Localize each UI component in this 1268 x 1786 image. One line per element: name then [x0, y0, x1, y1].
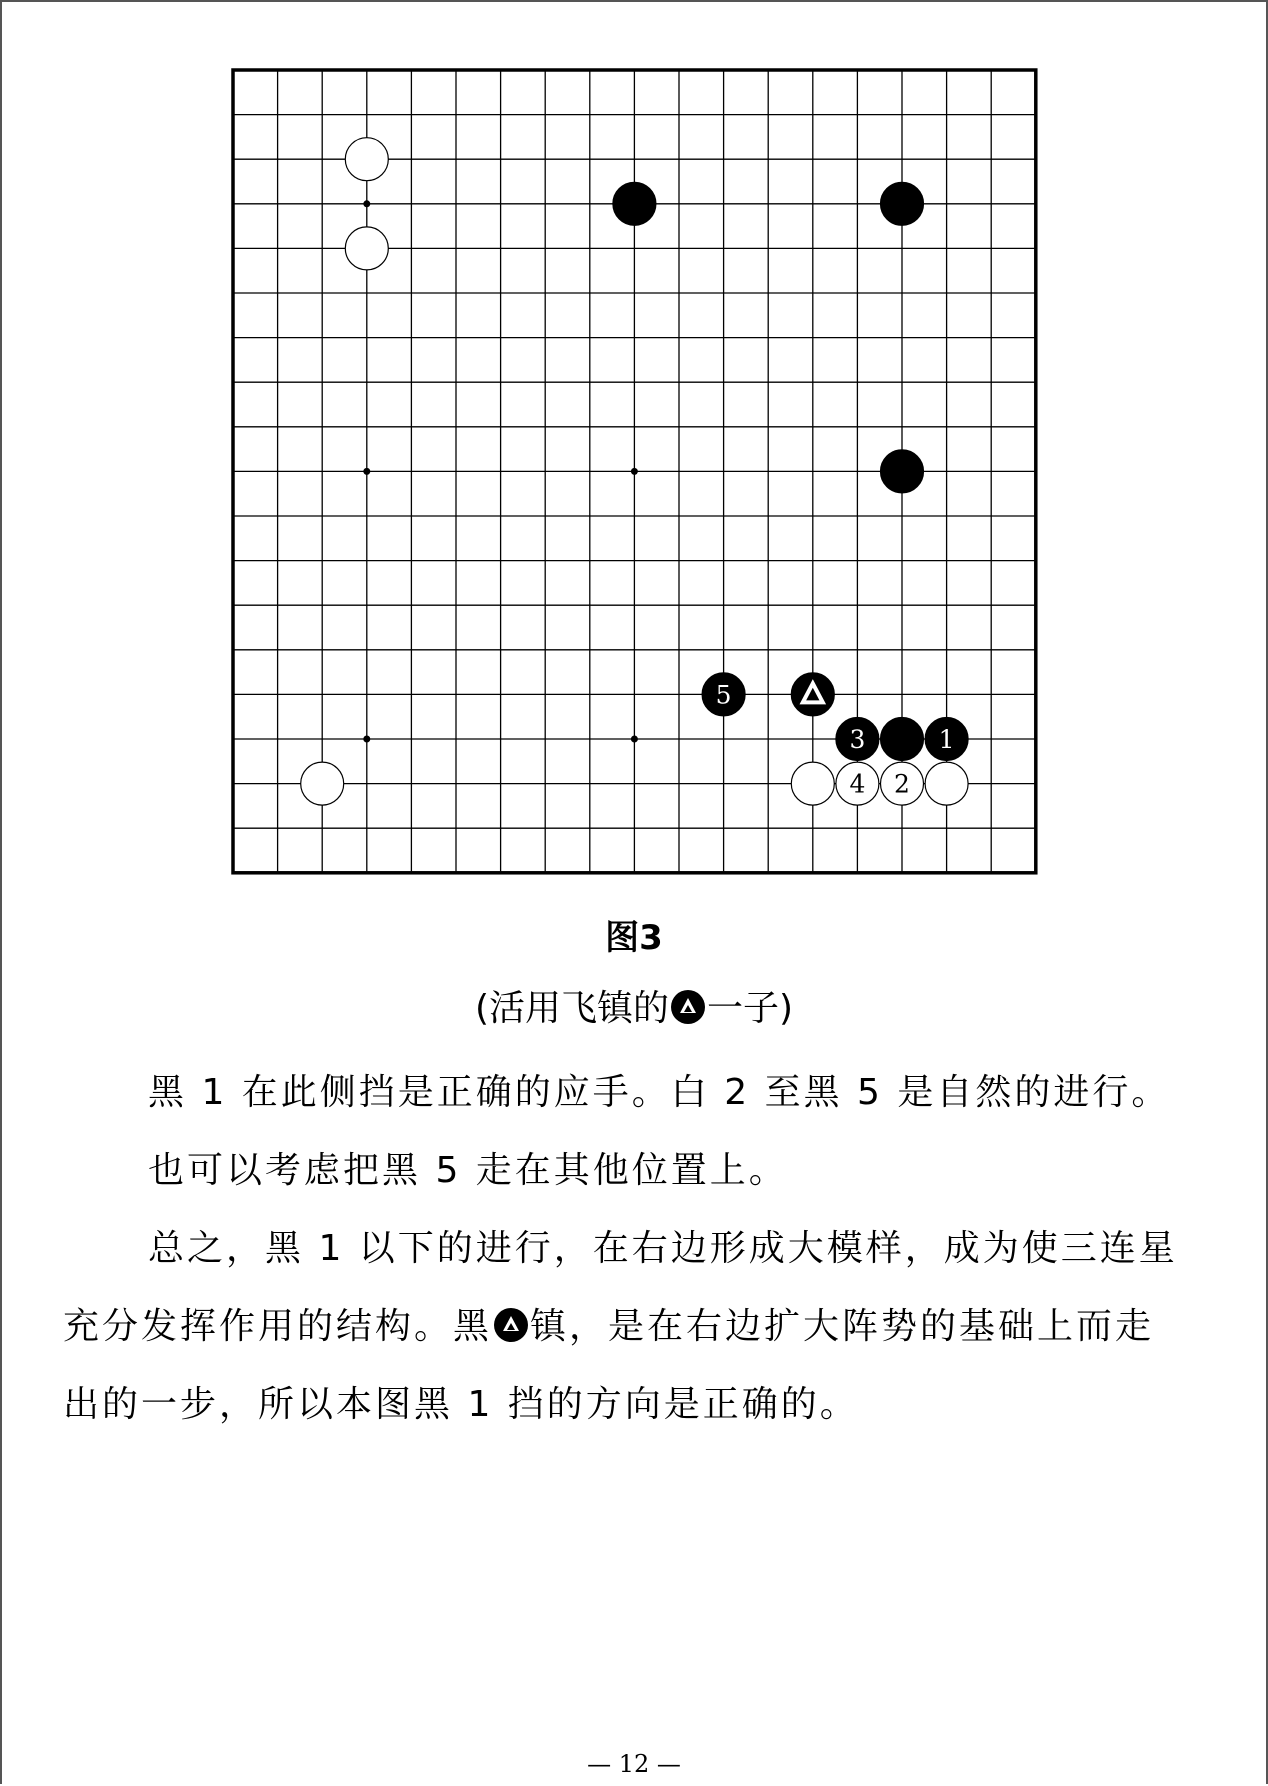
white-stone: [301, 762, 344, 805]
paragraph-1: 黑 1 在此侧挡是正确的应手。白 2 至黑 5 是自然的进行。: [148, 1072, 1171, 1113]
white-stone: [925, 762, 968, 805]
white-stone: [345, 138, 388, 181]
star-point: [631, 736, 638, 743]
paragraph-3-line-1: 总之，黑 1 以下的进行，在右边形成大模样，成为使三连星: [148, 1228, 1178, 1269]
figure-subtitle: [0, 980, 1268, 1031]
stone-move-number: 3: [849, 725, 866, 754]
black-stone: [881, 182, 924, 225]
star-point: [363, 468, 370, 475]
paragraph-3-line-3: 出的一步，所以本图黑 1 挡的方向是正确的。: [63, 1384, 859, 1425]
triangle-stone-icon: [494, 1308, 528, 1342]
paragraph-2: 也可以考虑把黑 5 走在其他位置上。: [148, 1150, 788, 1191]
subtitle-before: (活用飞镇的: [474, 988, 669, 1029]
black-stone: [881, 450, 924, 493]
star-point: [363, 736, 370, 743]
white-stone: [791, 762, 834, 805]
black-stone: [613, 182, 656, 225]
triangle-stone-icon: [671, 990, 705, 1024]
subtitle-after: 一子): [707, 988, 794, 1029]
go-board: [220, 58, 1050, 893]
paragraph-3-line-2: [63, 1288, 1213, 1366]
stone-move-number: 4: [849, 769, 866, 799]
figure-title: 图3: [605, 918, 663, 958]
black-stone: [881, 718, 924, 761]
stone-move-number: 1: [938, 725, 955, 754]
white-stone: [345, 227, 388, 270]
stone-move-number: 5: [715, 680, 732, 710]
star-point: [363, 200, 370, 207]
page-number: — 12 —: [587, 1750, 681, 1778]
stone-move-number: 2: [894, 769, 910, 799]
line2-after: 镇，是在右边扩大阵势的基础上而走: [530, 1306, 1155, 1347]
star-point: [631, 468, 638, 475]
line2-before: 充分发挥作用的结构。黑: [63, 1306, 493, 1347]
